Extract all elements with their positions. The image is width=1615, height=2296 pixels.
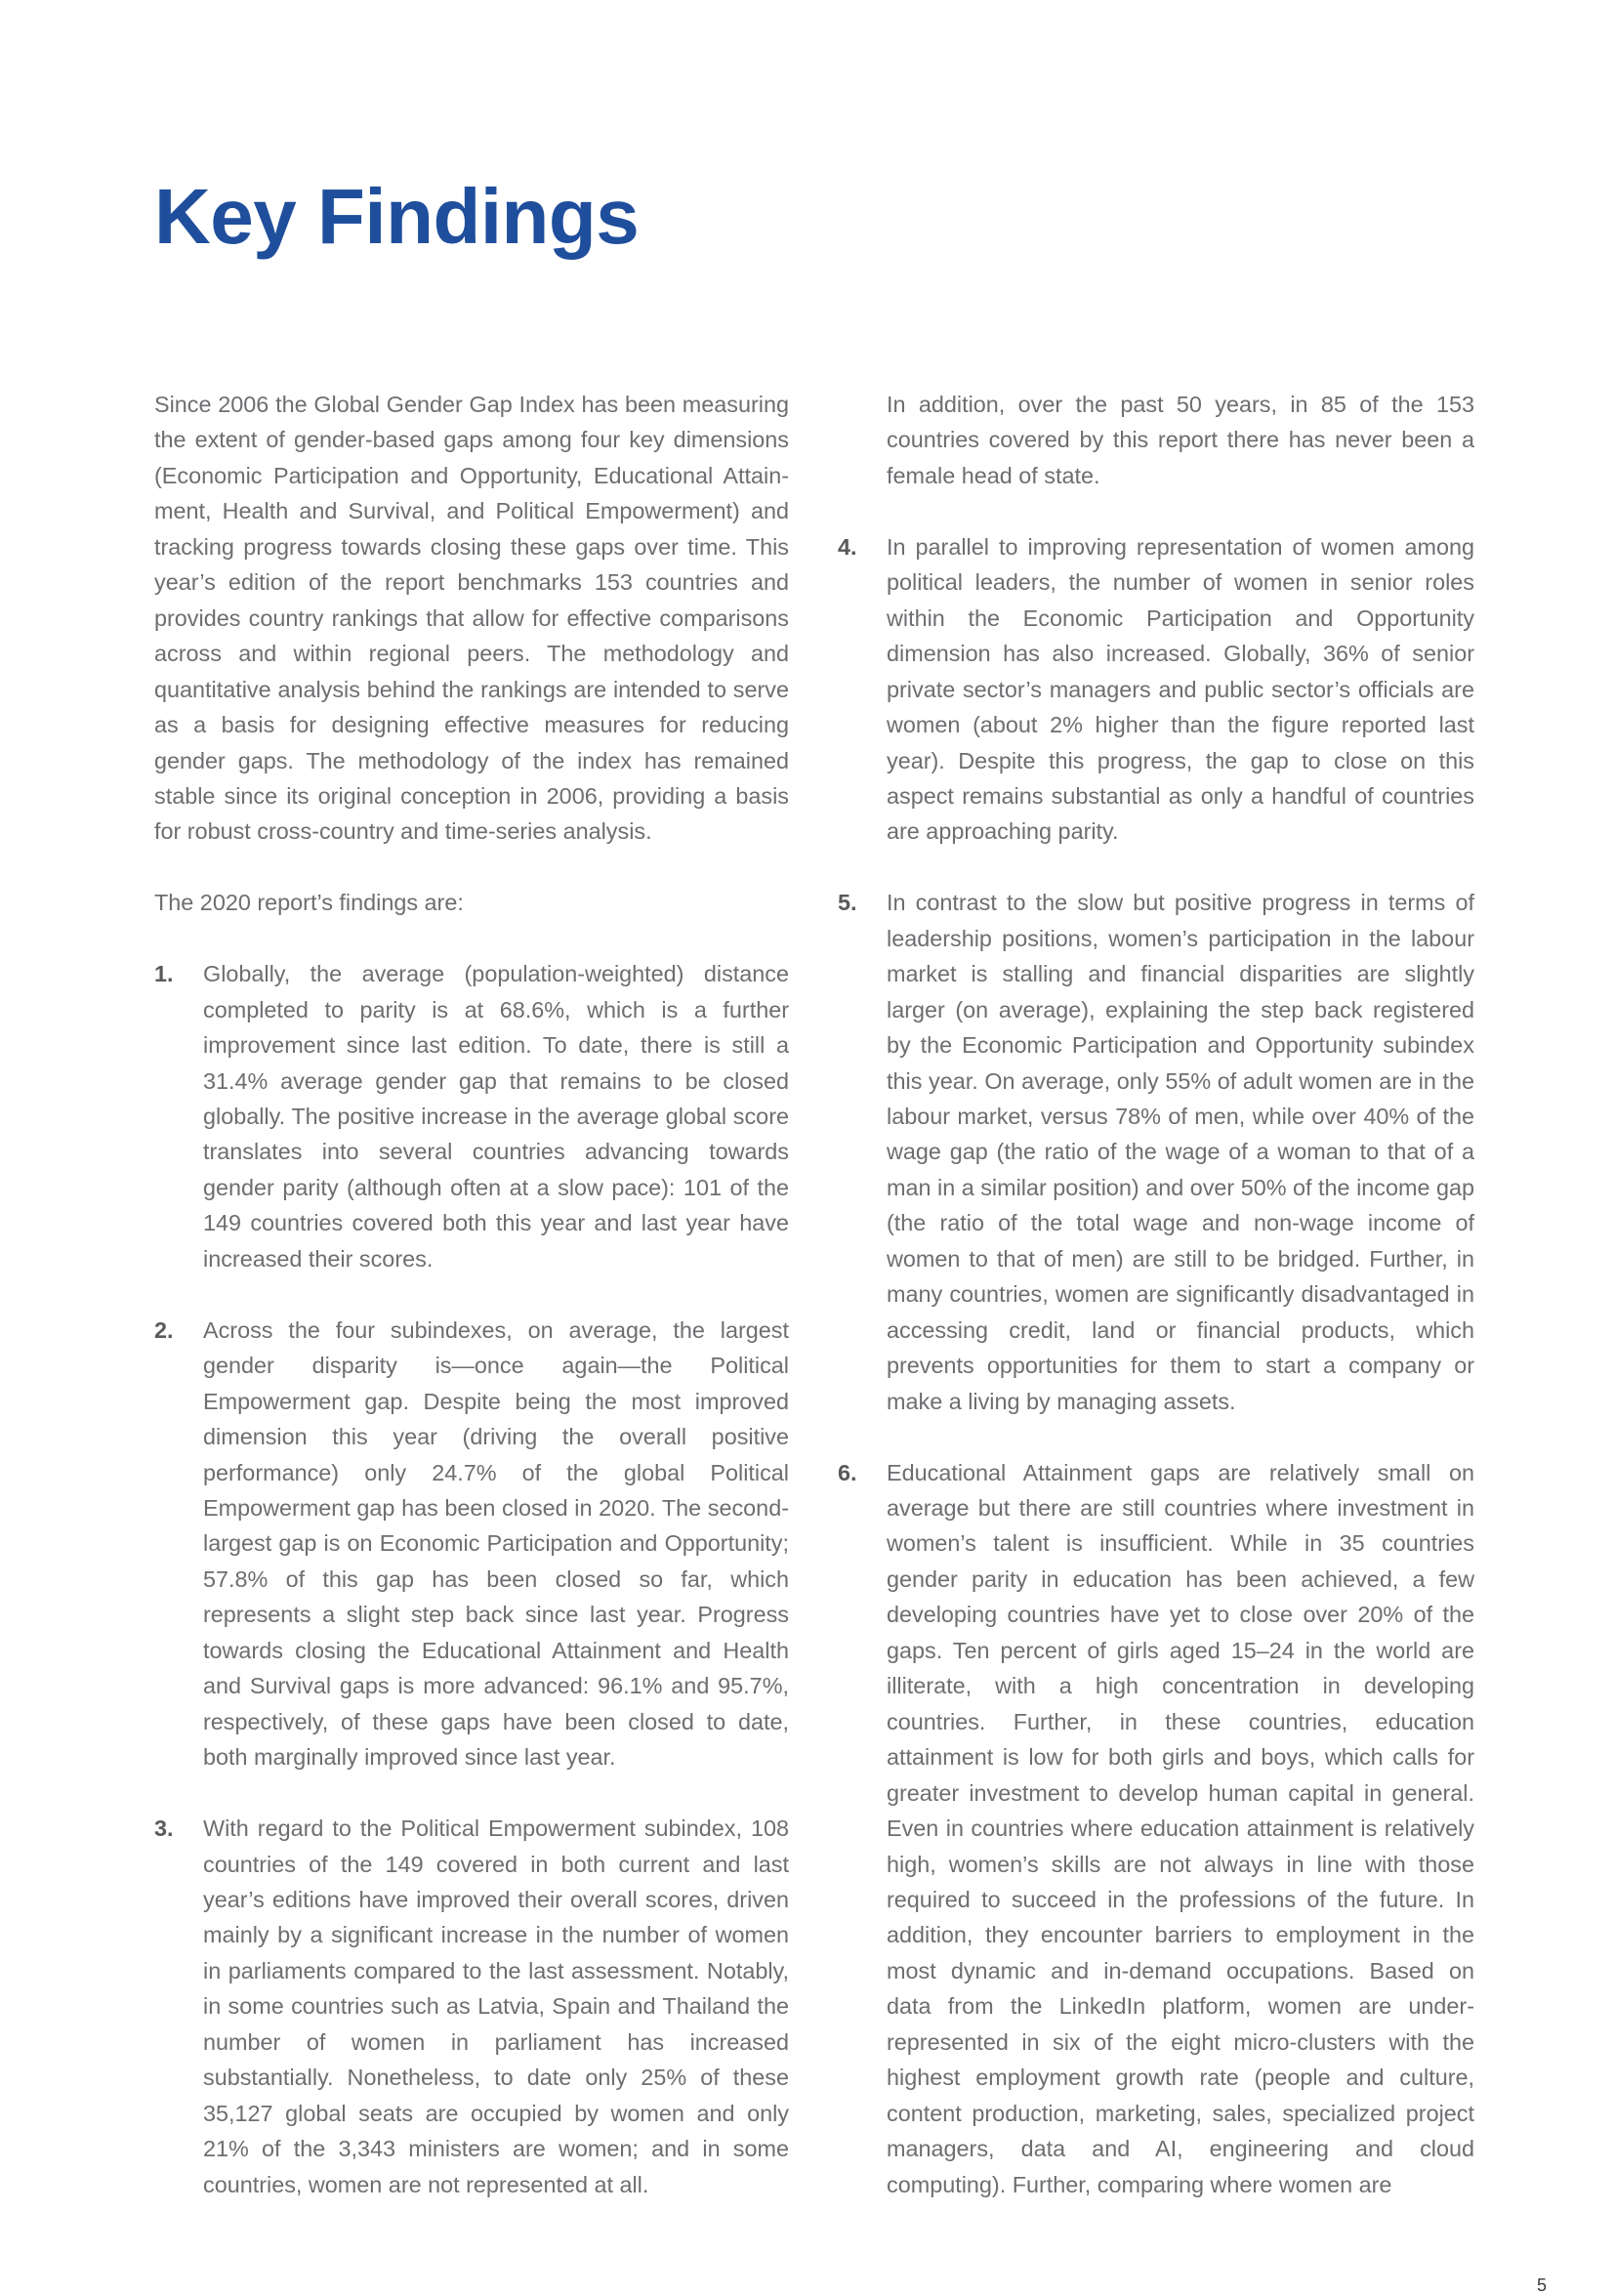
finding-number-5: 5. [838,890,857,916]
finding-text-3: With regard to the Political Empowerment subindex, 108 countries of the 149 covered in both current and last year’s editions have improved their overall scores, driven mainly by a significant increase in the number of women in parliaments compared to the last assessment. Notably, in some countries such as Latvia, Spain and Thailand the number of women in parliament has increased substantially. Nonetheless, to date only 25% of these 35,127 global seats are occupied by women and only 21% of the 3,343 ministers are women; and in some countries, women are not represented at all. [203,1816,789,2197]
finding-item-4 [838,529,1474,850]
finding-text-4: In parallel to improving representation of women among political leaders, the number of women in senior roles within the Economic Participation and Opportunity dimension has also increased. Globally, 36% of senior private sector’s managers and public sector’s officials are women (about 2% higher than the figure reported last year). Despite this progress, the gap to close on this aspect remains substantial as only a handful of countries are approaching parity. [887,533,1474,845]
finding-number-3: 3. [154,1816,174,1842]
finding-item-1 [154,956,789,1276]
left-column [154,387,789,2202]
finding-number-4: 4. [838,533,857,560]
finding-item-3-continued [838,387,1474,493]
finding-text-3-continued: In addition, over the past 50 years, in 85 of the 153 countries covered by this report there has never been a female head of state. [887,392,1474,488]
finding-number-2: 2. [154,1316,174,1343]
page-title: Key Findings [154,173,640,260]
finding-text-2: Across the four subindexes, on average, the largest gender disparity is—once again—the Political Empowerment gap. Despite being the most improved dimension this year (driving the overall positive performance) only 24.7% of the global Political Empowerment gap has been closed in 2020. The second-largest gap is on Economic Participation and Opportunity; 57.8% of this gap has been closed so far, which represents a slight step back since last year. Progress towards closing the Educational Attainment and Health and Survival gaps is more advanced: 96.1% and 95.7%, respectively, of these gaps have been closed to date, both marginally improved since last year. [203,1316,789,1771]
finding-item-2 [154,1313,789,1775]
right-column [838,387,1474,2202]
finding-number-6: 6. [838,1459,857,1485]
finding-text-6: Educational Attainment gaps are relatively small on average but there are still countries where investment in women’s talent is insufficient. While in 35 countries gender parity in education has been achieved, a few developing countries have yet to close over 20% of the gaps. Ten percent of girls aged 15–24 in the world are illiterate, with a high concentration in developing countries. Further, in these countries, education attainment is low for both girls and boys, which calls for greater investment to develop human capital in general. Even in countries where education attainment is relatively high, women’s skills are not always in line with those required to succeed in the professions of the future. In addition, they encounter barriers to employment in the most dynamic and in-demand occupations. Based on data from the LinkedIn platform, women are under-represented in six of the eight micro-clusters with the highest employment growth rate (people and culture, content production, marketing, sales, specialized project managers, data and AI, engineering and cloud computing). Further, comparing where women are [887,1459,1474,2197]
findings-lead: The 2020 report’s findings are: [154,890,464,916]
finding-item-5 [838,885,1474,1419]
finding-number-1: 1. [154,961,174,987]
intro-paragraph: Since 2006 the Global Gender Gap Index has been measuring the extent of gender-based gaps among four key dimensions (Economic Participation and Opportunity, Educational Attainment, Health and Survival, and Political Empowerment) and tracking progress towards closing these gaps over time. This year’s edition of the report benchmarks 153 countries and provides country rankings that allow for effective comparisons across and within regional peers. The methodology and quantitative analysis behind the rankings are intended to serve as a basis for designing effective measures for reducing gender gaps. The methodology of the index has remained stable since its original conception in 2006, providing a basis for robust cross-country and time-series analysis. [154,392,789,845]
finding-text-1: Globally, the average (population-weighted) distance completed to parity is at 68.6%, which is a further improvement since last edition. To date, there is still a 31.4% average gender gap that remains to be closed globally. The positive increase in the average global score translates into several countries advancing towards gender parity (although often at a slow pace): 101 of the 149 countries covered both this year and last year have increased their scores. [203,961,789,1272]
finding-item-3 [154,1811,789,2202]
finding-item-6 [838,1455,1474,2203]
finding-text-5: In contrast to the slow but positive progress in terms of leadership positions, women’s participation in the labour market is stalling and financial disparities are slightly larger (on average), explaining the step back registered by the Economic Participation and Opportunity subindex this year. On average, only 55% of adult women are in the labour market, versus 78% of men, while over 40% of the wage gap (the ratio of the wage of a woman to that of a man in a similar position) and over 50% of the income gap (the ratio of the total wage and non-wage income of women to that of men) are still to be bridged. Further, in many countries, women are significantly disadvantaged in accessing credit, land or financial products, which prevents opportunities for them to start a company or make a living by managing assets. [887,890,1474,1414]
page-number: 5 [1537,2275,1548,2295]
